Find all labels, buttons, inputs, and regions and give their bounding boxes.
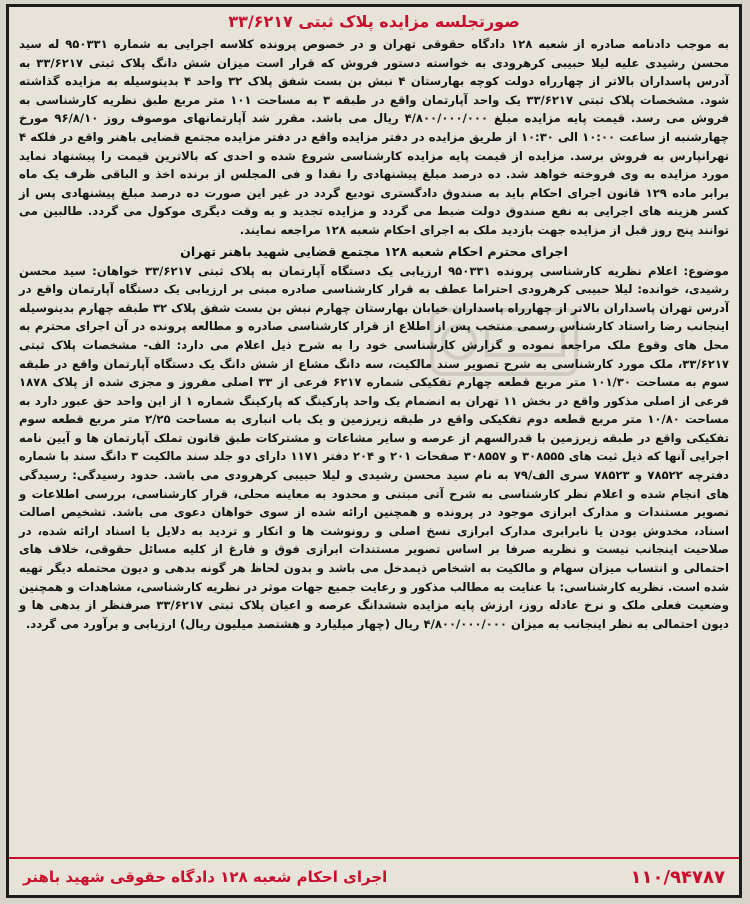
expert-report-paragraph: موضوع: اعلام نظریه کارشناسی پرونده ۹۵۰۳۳۱ ارزیابی یک دستگاه آپارتمان به پلاک ثبتی ۳۳/۶۲۱۷ خواهان: سید محسن رشیدی، خوانده: لیلا حبیبی کرهرودی احتراما عطف به قرار کارشناسی صادره مبنی بر ارزیابی یک دستگاه آپارتمان واقع در آدرس تهران پاسداران بالاتر از چهارراه پاسداران خیابان بهارستان چهارم نبش بن بست شفق پلاک ۳۲ طبقه چهارم بدینوسیله اینجانب رضا راستاد کارشناس رسمی منتخب پس از اطلاع از قرار کارشناسی صادره و مطالعه پرونده در آن اجرای محترم به محل های وقوع ملک مراجعه نموده و گزارش کارشناسی خود را به شرح ذیل اعلام می دارد: الف- مشخصات پلاک ثبتی ۳۳/۶۲۱۷، ملک مورد کارشناسی به شرح تصویر سند مالکیت، سه دانگ مشاع از شش دانگ یک دستگاه آپارتمان واقع در طبقه سوم به مساحت ۱۰۱/۳۰ متر مربع قطعه چهارم تفکیکی شماره ۶۲۱۷ فرعی از ۳۳ اصلی مفروز و مجزی شده از پلاک ۱۸۷۸ فرعی از اصلی مذکور واقع در بخش ۱۱ تهران به انضمام یک واحد پارکینگ که پارکینگ شماره ۱ از این واحد حق عبور دارد به مساحت ۱۰/۸۰ متر مربع قطعه دوم تفکیکی واقع در طبقه زیرزمین و یک باب انباری به مساحت ۲/۲۵ متر مربع قطعه سوم تفکیکی واقع در طبقه زیرزمین با قدرالسهم از عرصه و سایر مشاعات و مشترکات طبق قانون تملک آپارتمان ها و آیین نامه اجرایی آنها که ذیل ثبت های ۳۰۸۵۵۵ و ۳۰۸۵۵۷ صفحات ۲۰۱ و ۲۰۴ دفتر ۱۱۷۱ دارای دو جلد سند مالکیت ۳ دانگ سند با شماره دفترچه ۷۸۵۲۲ و ۷۸۵۲۳ سری الف/۷۹ به نام سید محسن رشیدی و لیلا حبیبی کرهرودی می باشد. حدود رسیدگی: رسیدگی های انجام شده و اعلام نظر کارشناسی به شرح آتی مبتنی و محدود به معاینه محلی، قرار کارشناسی، بررسی اطلاعات و تصویر مستندات و مدارک ابرازی موجود در پرونده و همچنین ارائه شده از سوی خواهان دعوی می باشد. تشخیص اصالت اسناد، مخدوش بودن یا نابرابری مدارک ابرازی نسخ اصلی و رونوشت ها و انکار و تردید به دلایل یا اسناد ارائه شده، در صلاحیت اینجانب نیست و نظریه صرفا بر اساس تصویر مستندات ابرازی فوق و فارغ از کلیه مسائل حقوقی، خلاف های احتمالی و انتساب میزان سهام و مالکیت به اشخاص ذیمدخل می باشد و بدون لحاظ هر گونه بدهی و دیون محتمله دیگر تهیه شده است. نظریه کارشناسی: با عنایت به مطالب مذکور و رعایت جمیع جهات موثر در نظریه کارشناسی، مشاهدات و همچنین وضعیت فعلی ملک و نرخ عادله روز، ارزش پایه مزایده ششدانگ عرصه و اعیان پلاک ثبتی ۳۳/۶۲۱۷ صرفنظر از بدهی ها و دیون احتمالی به نظر اینجانب به میزان ۴/۸۰۰/۰۰۰/۰۰۰ ریال (چهار میلیارد و هشتصد میلیون ریال) ارزیابی و برآورد می گردد. xyxy=(18,263,730,631)
notice-footer xyxy=(9,857,739,895)
addressee-heading: اجرای محترم احکام شعبه ۱۲۸ مجتمع قضایی شهید باهنر تهران xyxy=(180,243,568,259)
notice-title: صورتجلسه مزایده پلاک ثبتی ۳۳/۶۲۱۷ xyxy=(228,12,520,31)
auction-paragraph: به موجب دادنامه صادره از شعبه ۱۲۸ دادگاه حقوقی تهران و در خصوص پرونده کلاسه اجرایی به شماره ۹۵۰۳۳۱ له سید محسن رشیدی علیه لیلا حبیبی کرهرودی به خواسته دستور فروش که قرار است میزان شش دانگ پلاک ثبتی ۳۳/۶۲۱۷ به آدرس پاسداران بالاتر از چهارراه دولت کوچه بهارستان ۴ نبش بن بست شفق پلاک ۳۲ واحد ۴ بدینوسیله به مزایده گذاشته شود. مشخصات پلاک ثبتی ۳۳/۶۲۱۷ یک واحد آپارتمان واقع در طبقه ۳ به مساحت ۱۰۱ متر مربع طبق نظریه کارشناسی به فروش می رسد. قیمت پایه مزایده مبلغ ۴/۸۰۰/۰۰۰/۰۰۰ ریال می باشد. مقرر شد آپارتمانهای موصوف روز ۹۶/۸/۱۰ مورخ چهارشنبه از ساعت ۱۰:۰۰ الی ۱۰:۳۰ از طریق مزایده در دفتر مزایده واقع در دفتر مزایده مجتمع قضایی باهنر واقع در فلکه ۴ تهرانپارس به فروش برسد. مزایده از قیمت پایه مزایده کارشناسی شروع شده و احدی که بالاترین قیمت را پیشنهاد نماید مورد مزایده به وی فروخته خواهد شد. ده درصد مبلغ پیشنهادی را نقدا و فی المجلس از برنده اخذ و الباقی ظرف یک ماه برابر ماده ۱۲۹ قانون اجرای احکام باید به صندوق دادگستری تودیع گردد در غیر این صورت ده درصد مبلغ پیشنهادی پس از کسر هزینه های اجرایی به نفع صندوق دولت ضبط می گردد و مزایده تجدید و به وقت دیگری موکول می گردد. طالبین می توانند پنج روز قبل از مزایده جهت بازدید ملک به اجرای احکام شعبه ۱۲۸ مراجعه نمایند. xyxy=(19,37,730,237)
issuer-signature: اجرای احکام شعبه ۱۲۸ دادگاه حقوقی شهید باهنر xyxy=(23,868,388,886)
notice-frame xyxy=(6,4,742,898)
notice-content xyxy=(9,7,739,633)
reference-number: ۱۱۰/۹۴۷۸۷ xyxy=(630,866,725,888)
